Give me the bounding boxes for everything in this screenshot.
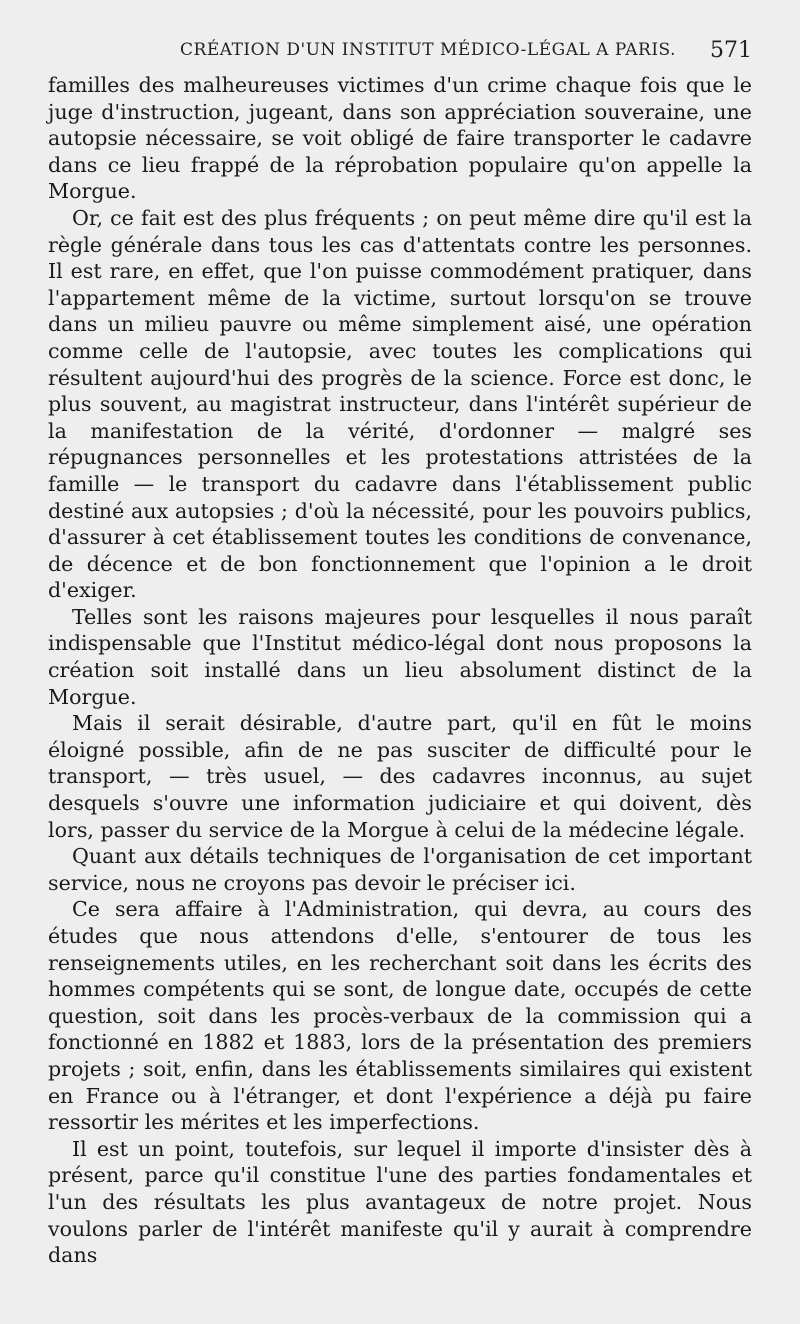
body-text (48, 72, 752, 1269)
paragraph: Quant aux détails techniques de l'organisation de cet important service, nous ne croyons pas devoir le préciser ici. (48, 844, 752, 895)
paragraph: Mais il serait désirable, d'autre part, qu'il en fût le moins éloigné possible, afin de ne pas susciter de difficulté pour le transport, — très usuel, — des cadavres inconnus, au sujet desquels s'ouvre une information judiciaire et qui doivent, dès lors, passer du service de la Morgue à celui de la médecine légale. (48, 711, 752, 842)
paragraph: Or, ce fait est des plus fréquents ; on peut même dire qu'il est la règle générale dans tous les cas d'attentats contre les personnes. Il est rare, en effet, que l'on puisse commodément pratiquer, dans l'appartement même de la victime, surtout lorsqu'on se trouve dans un milieu pauvre ou même simplement aisé, une opération comme celle de l'autopsie, avec toutes les complications qui résultent aujourd'hui des progrès de la science. Force est donc, le plus souvent, au magistrat instructeur, dans l'intérêt supérieur de la manifestation de la vérité, d'ordonner — malgré ses répugnances personnelles et les protestations attristées de la famille — le transport du cadavre dans l'établissement public destiné aux autopsies ; d'où la nécessité, pour les pouvoirs publics, d'assurer à cet établissement toutes les conditions de convenance, de décence et de bon fonctionnement que l'opinion a le droit d'exiger. (48, 205, 752, 603)
paragraph: Ce sera affaire à l'Administration, qui devra, au cours des études que nous attendons d'elle, s'entourer de tous les renseignements utiles, en les recherchant soit dans les écrits des hommes compétents qui se sont, de longue date, occupés de cette question, soit dans les procès-verbaux de la commission qui a fonctionné en 1882 et 1883, lors de la présentation des premiers projets ; soit, enfin, dans les établissements similaires qui existent en France ou à l'étranger, et dont l'expérience a déjà pu faire ressortir les mérites et les imperfections. (48, 897, 752, 1135)
page-number: 571 (710, 38, 752, 63)
paragraph: Il est un point, toutefois, sur lequel il importe d'insister dès à présent, parce qu'il constitue l'une des parties fondamentales et l'un des résultats les plus avantageux de notre projet. Nous voulons parler de l'intérêt manifeste qu'il y aurait à comprendre dans (48, 1136, 752, 1268)
running-title: CRÉATION D'UN INSTITUT MÉDICO-LÉGAL A PARIS. (180, 40, 676, 60)
paragraph-continued: familles des malheureuses victimes d'un crime chaque fois que le juge d'instruction, jugeant, dans son appréciation souveraine, une autopsie nécessaire, se voit obligé de faire transporter le cadavre dans ce lieu frappé de la réprobation populaire qu'on appelle la Morgue. (48, 73, 752, 204)
paragraph: Telles sont les raisons majeures pour lesquelles il nous paraît indispensable que l'Institut médico-légal dont nous proposons la création soit installé dans un lieu absolument distinct de la Morgue. (48, 604, 752, 709)
running-header (48, 40, 752, 72)
